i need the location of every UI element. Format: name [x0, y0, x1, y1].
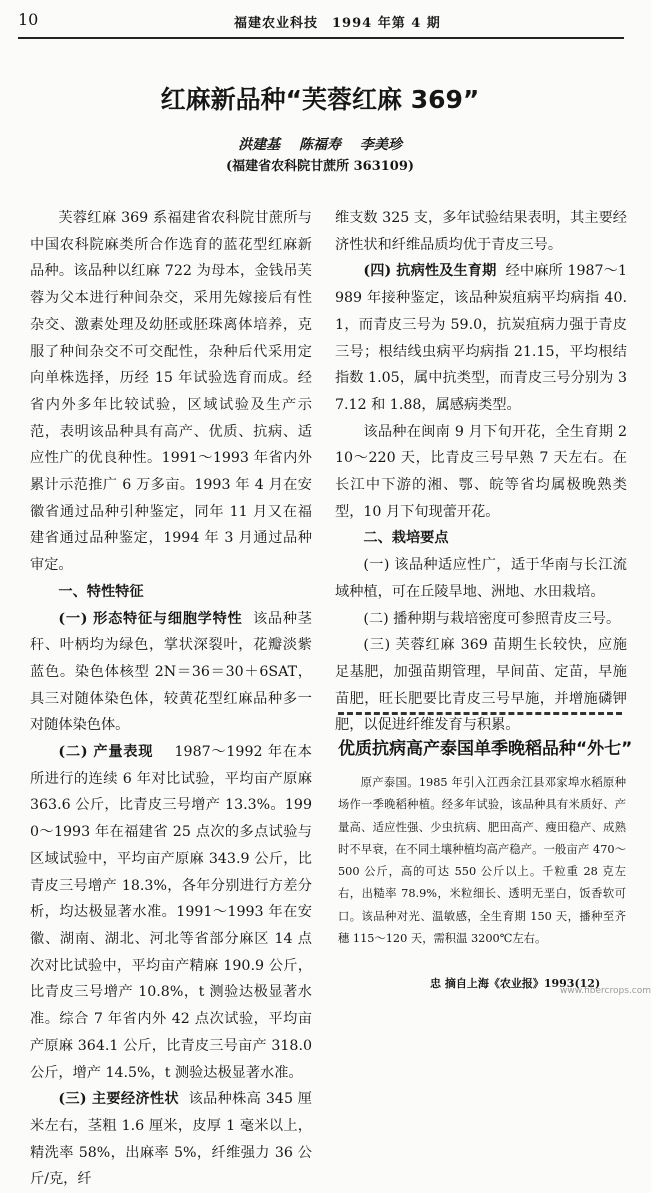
cultivation-point-2: (二) 播种期与栽培密度可参照青皮三号。	[363, 610, 621, 627]
watermark: www.fibercrops.com	[560, 986, 651, 996]
header-rule	[18, 37, 624, 39]
morphology-label: (一) 形态特征与细胞学特性	[58, 610, 243, 627]
yield-label: (二) 产量表现	[58, 744, 154, 761]
disease-paragraph	[335, 258, 627, 418]
left-column	[30, 205, 312, 1193]
right-column	[335, 205, 627, 739]
section-heading-traits: 一、特性特征	[58, 583, 144, 600]
article-title: 红麻新品种“芙蓉红麻 369”	[160, 85, 480, 114]
disease-text: 经中麻所 1987～1989 年接种鉴定，该品种炭疽病平均病指 40.1，而青皮三号为 59.0，抗炭疽病力强于青皮三号；根结线虫病平均病指 21.15，平均根结指数 1.05，属中抗类型，而青皮三号分别为 37.12 和 1.88，属感病类型。	[335, 263, 627, 413]
economic-text: 该品种株高 345 厘米左右，茎粗 1.6 厘米，皮厚 1 毫米以上，精洗率 58%，出麻率 5%，纤维强力 36 公斤/克，纤	[30, 1091, 312, 1188]
morphology-paragraph	[30, 606, 312, 740]
affiliation: (福建省农科院甘蔗所 363109)	[225, 159, 415, 174]
economic-label: (三) 主要经济性状	[58, 1091, 179, 1108]
cultivation-point-3: (三) 芙蓉红麻 369 苗期生长较快，应施足基肥，加强苗期管理，早间苗、定苗，早施苗肥，旺长肥要比青皮三号早施，并增施磷钾肥，以促进纤维发育与积累。	[335, 637, 627, 734]
page-header	[0, 0, 640, 40]
journal-name: 福建农业科技	[234, 16, 319, 31]
growth-paragraph: 该品种在闽南 9 月下旬开花，全生育期 210～220 天，比青皮三号早熟 7 天左右。在长江中下游的湘、鄂、皖等省均属极晚熟类型，10 月下旬现蕾开花。	[335, 423, 627, 520]
economic-paragraph	[30, 1086, 312, 1193]
article2-title: 优质抗病高产泰国单季晚稻品种“外七”	[338, 739, 633, 759]
article2-source: 忠 摘自上海《农业报》1993(12)	[430, 977, 601, 990]
economic-continued: 维支数 325 支，多年试验结果表明，其主要经济性状和纤维品质均优于青皮三号。	[335, 210, 627, 253]
section-heading-cultivation: 二、栽培要点	[363, 530, 449, 547]
article-divider	[338, 712, 622, 715]
intro-paragraph: 芙蓉红麻 369 系福建省农科院甘蔗所与中国农科院麻类所合作选育的蓝花型红麻新品种。该品种以红麻 722 为母本，金钱吊芙蓉为父本进行种间杂交，采用先嫁接后有性杂交、激素处理及幼胚或胚珠离体培养，克服了种间杂交不可交配性，杂种后代采用定向单株选择，历经 15 年试验选育而成。经省内外多年比较试验，区域试验及生产示范，表明该品种具有高产、优质、抗病、适应性广的优良种性。1991～1993 年省内外累计示范推广 6 万多亩。1993 年 4 月在安徽省通过品种引种鉴定，同年 11 月又在福建省通过品种鉴定，1994 年 3 月通过品种审定。	[30, 210, 312, 574]
issue-label: 1994 年第 4 期	[332, 16, 441, 31]
yield-paragraph	[30, 739, 312, 1086]
article2-paragraph: 原产泰国。1985 年引入江西余江县邓家埠水稻原种场作一季晚稻种植。经多年试验，该品种具有米质好、产量高、适应性强、少虫抗病、肥田高产、瘦田稳产、成熟时不早衰，在不同土壤种植均高产稳产。一般亩产 470～500 公斤，高的可达 550 公斤以上。千粒重 28 克左右，出糙率 78.9%，米粒细长、透明无垩白，饭香软可口。该品种对光、温敏感，全生育期 150 天，播种至齐穗 115～120 天，需积温 3200℃左右。	[338, 776, 626, 946]
yield-text: 1987～1992 年在本所进行的连续 6 年对比试验，平均亩产原麻 363.6 公斤，比青皮三号增产 13.3%。1990～1993 年在福建省 25 点次的多点试验与区域试验中，平均亩产原麻 343.9 公斤，比青皮三号增产 18.3%，各年分别进行方差分析，均达极显著水准。1991～1993 年在安徽、湖南、湖北、河北等省部分麻区 14 点次对比试验中，平均亩产精麻 190.9 公斤，比青皮三号增产 10.8%，t 测验达极显著水准。综合 7 年省内外 42 点次试验，平均亩产原麻 364.1 公斤，比青皮三号亩产 318.0 公斤，增产 14.5%，t 测验达极显著水准。	[30, 744, 312, 1081]
author-list: 洪建基 陈福寿 李美珍	[238, 137, 402, 153]
disease-label: (四) 抗病性及生育期	[363, 263, 497, 280]
page-number: 10	[18, 10, 39, 29]
article2-body	[338, 772, 626, 950]
cultivation-point-1: (一) 该品种适应性广，适于华南与长江流域种植，可在丘陵旱地、洲地、水田栽培。	[335, 557, 627, 600]
morphology-text: 该品种茎秆、叶柄均为绿色，掌状深裂叶，花瓣淡紫蓝色。染色体核型 2N＝36＝30＋6SAT，具三对随体染色体，较黄花型红麻品种多一对随体染色体。	[30, 610, 312, 734]
